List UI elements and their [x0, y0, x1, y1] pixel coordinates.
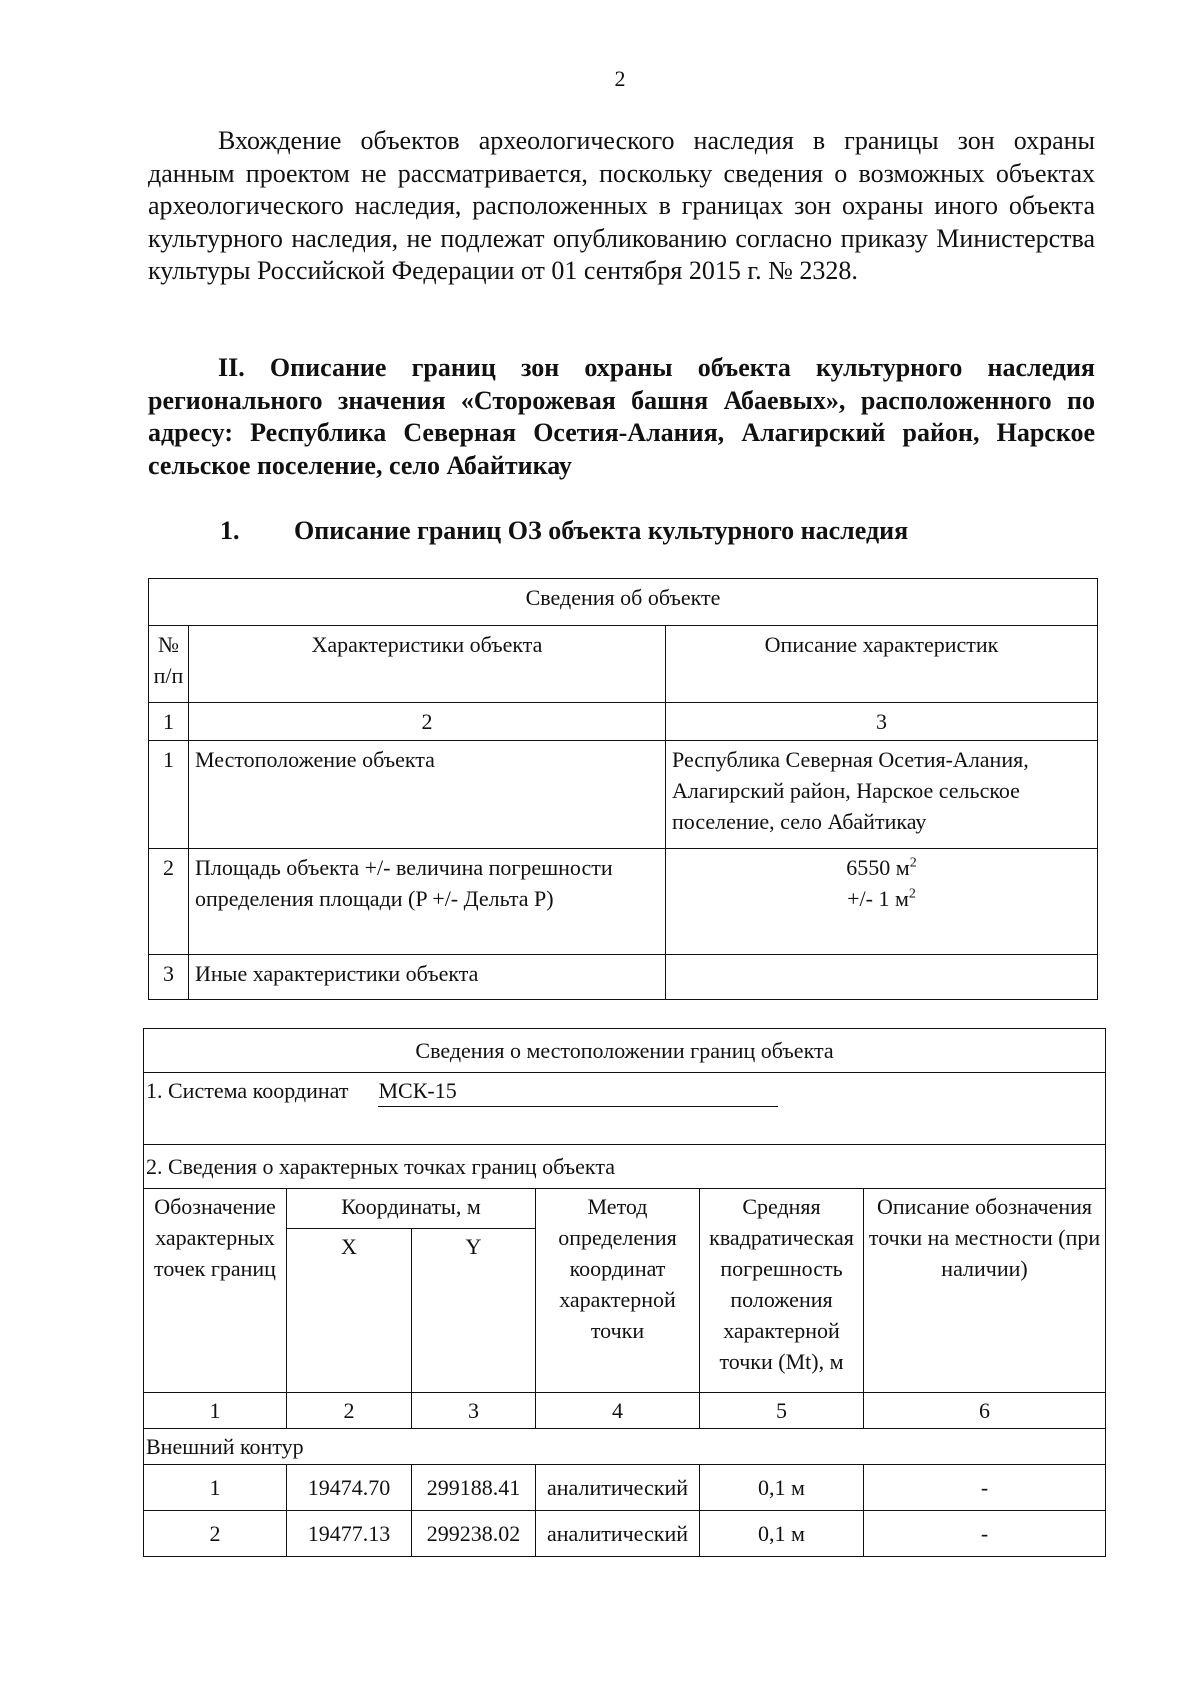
point-x: 19477.13	[287, 1511, 412, 1557]
row-number: 3	[149, 955, 189, 1000]
blank-row	[144, 1113, 1106, 1145]
point-id: 1	[144, 1465, 287, 1511]
col-number: 5	[700, 1393, 864, 1429]
page-number: 2	[614, 66, 626, 91]
area-error: +/- 1 м	[847, 886, 909, 911]
point-description: -	[864, 1465, 1106, 1511]
subsection-number: 1.	[220, 516, 240, 545]
point-method: аналитический	[536, 1511, 700, 1557]
row-name: Местоположение объекта	[189, 741, 666, 849]
col-number: 6	[864, 1393, 1106, 1429]
table-row	[144, 1511, 1106, 1557]
header-coords: Координаты, м	[287, 1189, 536, 1229]
header-designation: Обозначение характерных точек границ	[144, 1189, 287, 1393]
point-error: 0,1 м	[700, 1511, 864, 1557]
header-point-description: Описание обозначения точки на местности (при наличии)	[864, 1189, 1106, 1393]
row-value	[666, 955, 1098, 1000]
point-error: 0,1 м	[700, 1465, 864, 1511]
coord-system-label: 1. Система координат	[146, 1078, 349, 1103]
header-num: № п/п	[149, 626, 189, 703]
section-heading: II. Описание границ зон охраны объекта культурного наследия регионального значения «Сторожевая башня Абаевых», расположенного по адресу: Республика Северная Осетия-Алания, Алагирский район, Нарское сельское поселение, село Абайтикау	[148, 353, 1095, 480]
row-name: Площадь объекта +/- величина погрешности определения площади (P +/- Дельта P)	[189, 849, 666, 955]
object-info-table	[148, 578, 1098, 1000]
col-number: 4	[536, 1393, 700, 1429]
coordinate-system-row	[144, 1073, 1106, 1113]
unit-power: 2	[908, 886, 916, 902]
col-number: 2	[189, 703, 666, 741]
intro-paragraph: Вхождение объектов археологического наследия в границы зон охраны данным проектом не рассматривается, поскольку сведения о возможных объектах археологического наследия, расположенных в границах зон охраны иного объекта культурного наследия, не подлежат опубликованию согласно приказу Министерства культуры Российской Федерации от 01 сентября 2015 г. № 2328.	[148, 126, 1095, 285]
location-table-caption: Сведения о местоположении границ объекта	[144, 1029, 1106, 1073]
contour-label: Внешний контур	[144, 1429, 1106, 1465]
header-characteristics: Характеристики объекта	[189, 626, 666, 703]
point-y: 299238.02	[412, 1511, 536, 1557]
row-number: 1	[149, 741, 189, 849]
header-method: Метод определения координат характерной точки	[536, 1189, 700, 1393]
points-caption: 2. Сведения о характерных точках границ объекта	[144, 1145, 1106, 1189]
object-table-caption: Сведения об объекте	[149, 579, 1098, 626]
area-main: 6550 м	[846, 855, 910, 880]
header-y: Y	[412, 1229, 536, 1393]
point-method: аналитический	[536, 1465, 700, 1511]
col-number: 1	[149, 703, 189, 741]
col-number: 3	[666, 703, 1098, 741]
col-number: 2	[287, 1393, 412, 1429]
header-error: Средняя квадратическая погрешность положения характерной точки (Mt), м	[700, 1189, 864, 1393]
point-x: 19474.70	[287, 1465, 412, 1511]
col-number: 1	[144, 1393, 287, 1429]
area-value	[666, 849, 1098, 955]
point-description: -	[864, 1511, 1106, 1557]
table-row	[144, 1465, 1106, 1511]
row-name: Иные характеристики объекта	[189, 955, 666, 1000]
row-value: Республика Северная Осетия-Алания, Алагирский район, Нарское сельское поселение, село Абайтикау	[666, 741, 1098, 849]
unit-power: 2	[909, 855, 917, 871]
coord-system-value: МСК-15	[378, 1075, 778, 1107]
subsection-title: Описание границ ОЗ объекта культурного наследия	[294, 516, 909, 545]
row-number: 2	[149, 849, 189, 955]
col-number: 3	[412, 1393, 536, 1429]
point-id: 2	[144, 1511, 287, 1557]
point-y: 299188.41	[412, 1465, 536, 1511]
boundary-location-table	[143, 1028, 1106, 1557]
header-description: Описание характеристик	[666, 626, 1098, 703]
header-x: X	[287, 1229, 412, 1393]
